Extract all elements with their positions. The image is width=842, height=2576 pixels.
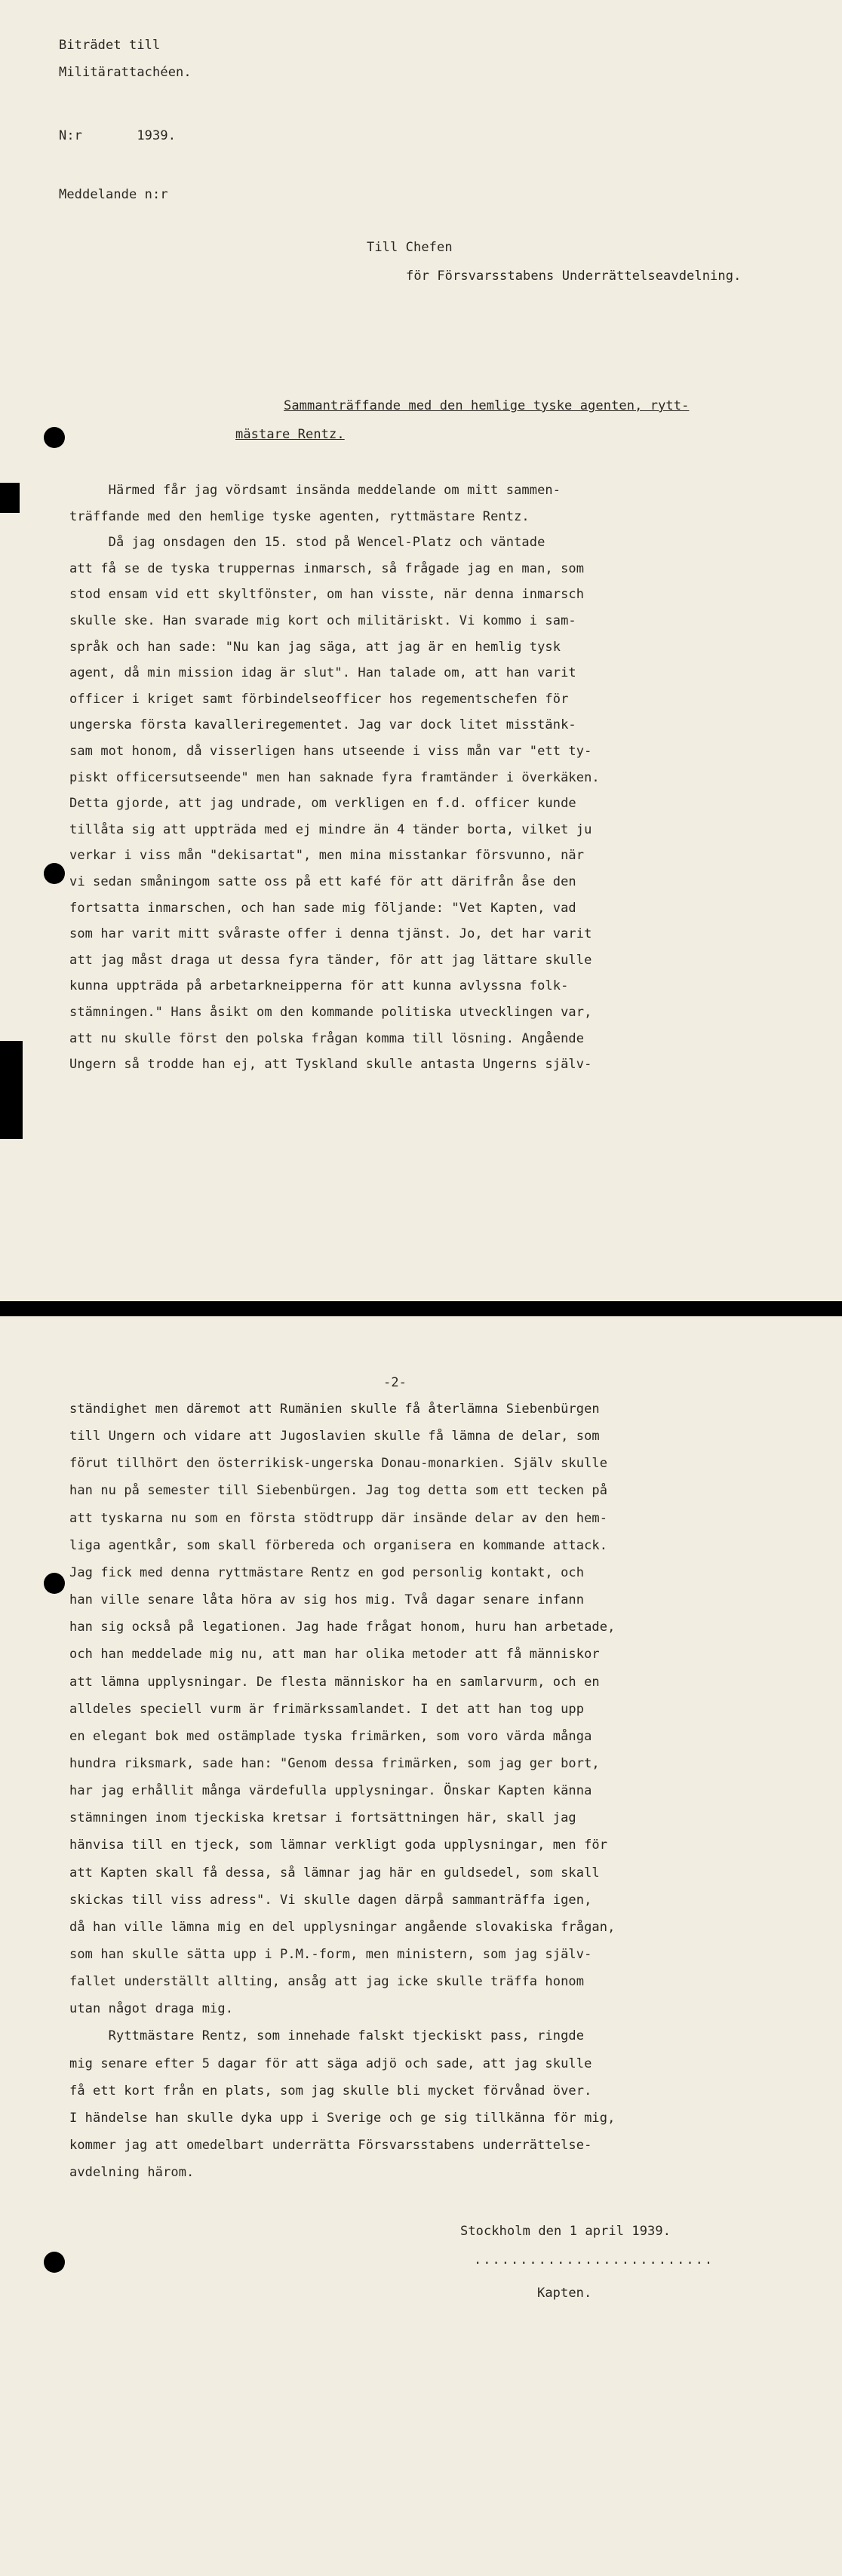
body-line: kunna uppträda på arbetarkneipperna för att kunna avlyssna folk- xyxy=(69,978,569,994)
body-line: som har varit mitt svåraste offer i denna tjänst. Jo, det har varit xyxy=(69,926,592,942)
body-line: ungerska första kavalleriregementet. Jag var dock litet misstänk- xyxy=(69,717,576,733)
body-line: fortsatta inmarschen, och han sade mig följande: "Vet Kapten, vad xyxy=(69,900,576,916)
subject-line-1: Sammanträffande med den hemlige tyske agenten, rytt- xyxy=(284,398,690,413)
body-line: att nu skulle först den polska frågan komma till lösning. Angående xyxy=(69,1030,585,1046)
body-line: han nu på semester till Siebenbürgen. Jag tog detta som ett tecken på xyxy=(69,1483,608,1499)
body-line: att jag måst draga ut dessa fyra tänder, för att jag lättare skulle xyxy=(69,952,592,968)
body-line: ständighet men däremot att Rumänien skulle få återlämna Siebenbürgen xyxy=(69,1402,600,1417)
body-line: kommer jag att omedelbart underrätta Försvarsstabens underrättelse- xyxy=(69,2138,592,2154)
body-line: Detta gjorde, att jag undrade, om verkligen en f.d. officer kunde xyxy=(69,796,576,812)
body-line: har jag erhållit många värdefulla upplysningar. Önskar Kapten känna xyxy=(69,1783,592,1799)
body-line: skickas till viss adress". Vi skulle dagen därpå sammanträffa igen, xyxy=(69,1892,592,1908)
body-line: hänvisa till en tjeck, som lämnar verkligt goda upplysningar, men för xyxy=(69,1838,608,1853)
torn-edge xyxy=(0,1041,23,1139)
body-line: sam mot honom, då visserligen hans utseende i viss mån var "ett ty- xyxy=(69,744,592,759)
body-line: till Ungern och vidare att Jugoslavien skulle få lämna de delar, som xyxy=(69,1429,600,1445)
body-line: Ungern så trodde han ej, att Tyskland skulle antasta Ungerns själv- xyxy=(69,1057,592,1073)
body-line: liga agentkår, som skall förbereda och organisera en kommande attack. xyxy=(69,1537,608,1553)
body-line: träffande med den hemlige tyske agenten, ryttmästare Rentz. xyxy=(69,508,530,524)
body-line: tillåta sig att uppträda med ej mindre än 4 tänder borta, vilket ju xyxy=(69,821,592,837)
place-and-date: Stockholm den 1 april 1939. xyxy=(460,2224,671,2239)
message-number: Meddelande n:r xyxy=(59,187,168,202)
body-line: att tyskarna nu som en första stödtrupp där insände delar av den hem- xyxy=(69,1510,608,1526)
body-line: språk och han sade: "Nu kan jag säga, att jag är en hemlig tysk xyxy=(69,639,561,655)
body-line: få ett kort från en plats, som jag skulle bli mycket förvånad över. xyxy=(69,2083,592,2099)
body-line: att lämna upplysningar. De flesta människor ha en samlarvurm, och en xyxy=(69,1674,600,1690)
body-line: alldeles speciell vurm är frimärkssamlandet. I det att han tog upp xyxy=(69,1701,585,1717)
page-number: -2- xyxy=(383,1375,407,1390)
body-line: Ryttmästare Rentz, som innehade falskt tjeckiskt pass, ringde xyxy=(69,2028,585,2044)
sender-line-2: Militärattachéen. xyxy=(59,65,192,80)
reference-number: N:r 1939. xyxy=(59,128,177,143)
body-line: piskt officersutseende" men han saknade fyra framtänder i överkäken. xyxy=(69,769,600,785)
body-line: agent, då min mission idag är slut". Han talade om, att han varit xyxy=(69,665,576,681)
document-page-2 xyxy=(0,1316,842,2576)
body-line: avdelning härom. xyxy=(69,2165,195,2181)
sender-line-1: Biträdet till xyxy=(59,38,161,53)
body-line: I händelse han skulle dyka upp i Sverige och ge sig tillkänna för mig, xyxy=(69,2110,616,2126)
signer-title: Kapten. xyxy=(537,2286,592,2301)
body-line: stämningen." Hans åsikt om den kommande politiska utvecklingen var, xyxy=(69,1005,592,1020)
addressee-line-1: Till Chefen xyxy=(367,240,453,255)
body-line: stod ensam vid ett skyltfönster, om han visste, när denna inmarsch xyxy=(69,587,585,603)
body-line: han sig också på legationen. Jag hade frågat honom, huru han arbetade, xyxy=(69,1620,616,1635)
body-line: då han ville lämna mig en del upplysningar angående slovakiska frågan, xyxy=(69,1919,616,1935)
body-line: hundra riksmark, sade han: "Genom dessa frimärken, som jag ger bort, xyxy=(69,1755,600,1771)
signature-line: .......................... xyxy=(474,2252,714,2267)
body-line: Då jag onsdagen den 15. stod på Wencel-Platz och väntade xyxy=(69,535,545,551)
body-line: vi sedan småningom satte oss på ett kafé för att därifrån åse den xyxy=(69,874,576,889)
body-line: Jag fick med denna ryttmästare Rentz en god personlig kontakt, och xyxy=(69,1564,585,1580)
body-line: och han meddelade mig nu, att man har olika metoder att få människor xyxy=(69,1647,600,1663)
body-line: en elegant bok med ostämplade tyska frimärken, som voro värda många xyxy=(69,1728,592,1744)
body-line: skulle ske. Han svarade mig kort och militäriskt. Vi kommo i sam- xyxy=(69,613,576,628)
punch-hole xyxy=(44,427,65,448)
body-line: att få se de tyska truppernas inmarsch, så frågade jag en man, som xyxy=(69,560,585,576)
addressee-line-2: för Försvarsstabens Underrättelseavdelning. xyxy=(406,269,742,284)
body-line: att Kapten skall få dessa, så lämnar jag här en guldsedel, som skall xyxy=(69,1865,600,1881)
body-line: förut tillhört den österrikisk-ungerska Donau-monarkien. Själv skulle xyxy=(69,1456,608,1472)
body-line: stämningen inom tjeckiska kretsar i fortsättningen här, skall jag xyxy=(69,1810,576,1826)
body-line: verkar i viss mån "dekisartat", men mina misstankar försvunno, när xyxy=(69,848,585,864)
body-line: han ville senare låta höra av sig hos mig. Två dagar senare infann xyxy=(69,1592,585,1608)
subject-line-2: mästare Rentz. xyxy=(235,427,345,442)
punch-hole xyxy=(44,1573,65,1594)
punch-hole xyxy=(44,2252,65,2273)
body-line: officer i kriget samt förbindelseofficer hos regementschefen för xyxy=(69,691,569,707)
body-line: Härmed får jag vördsamt insända meddelande om mitt sammen- xyxy=(69,483,561,498)
punch-hole xyxy=(44,863,65,884)
body-line: mig senare efter 5 dagar för att säga adjö och sade, att jag skulle xyxy=(69,2056,592,2071)
body-line: fallet underställt allting, ansåg att jag icke skulle träffa honom xyxy=(69,1974,585,1990)
body-line: utan något draga mig. xyxy=(69,2001,234,2017)
torn-edge xyxy=(0,483,20,513)
body-line: som han skulle sätta upp i P.M.-form, men ministern, som jag själv- xyxy=(69,1947,592,1962)
